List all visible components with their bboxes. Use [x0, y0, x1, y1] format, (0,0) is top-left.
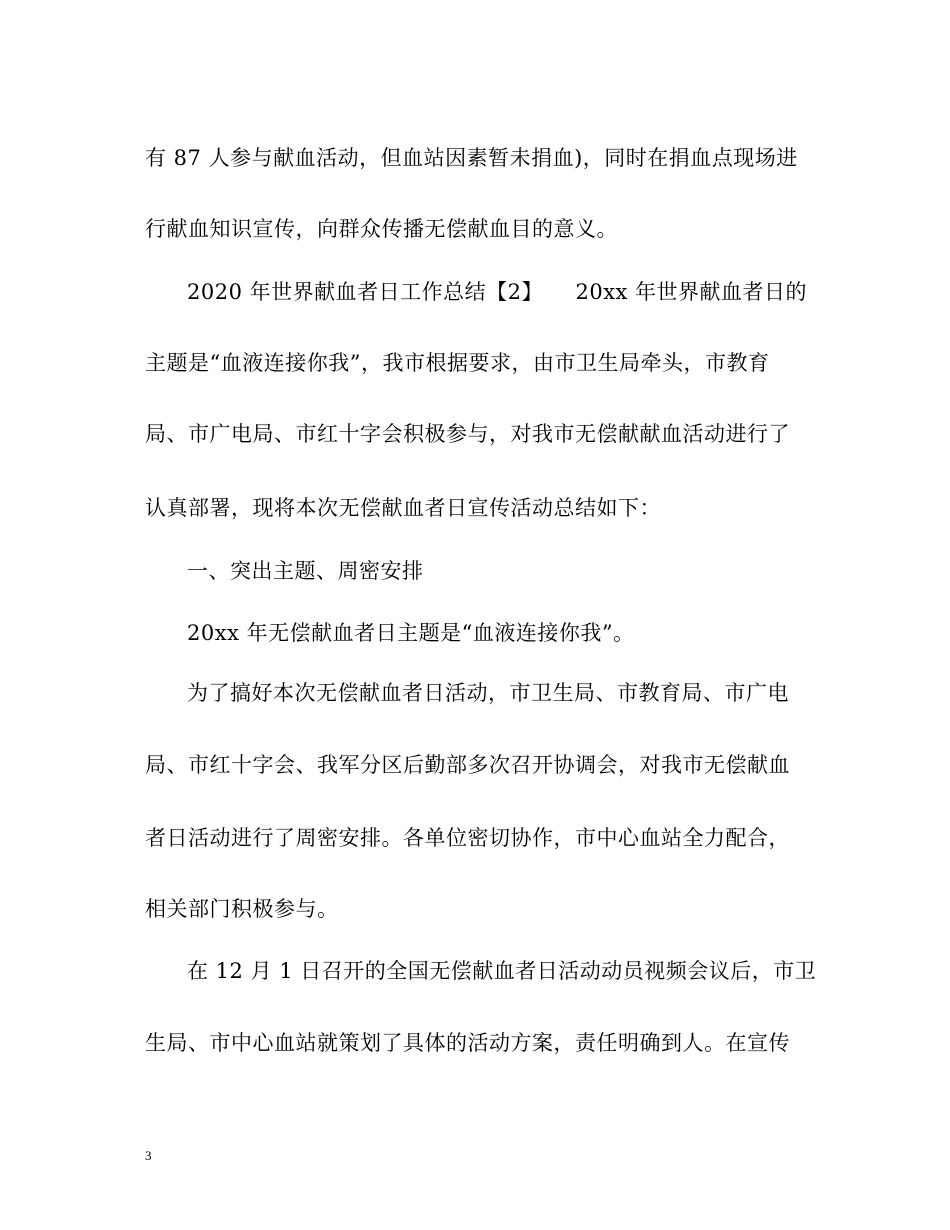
body-text-line: 为了搞好本次无偿献血者日活动，市卫生局、市教育局、市广电	[187, 681, 789, 705]
section-heading-line: 2020 年世界献血者日工作总结【2】 20xx 年世界献血者日的	[187, 280, 808, 304]
page-number: 3	[145, 1148, 152, 1163]
body-text-line: 20xx 年无偿献血者日主题是“血液连接你我”。	[187, 621, 635, 645]
body-text-line: 有 87 人参与献血活动，但血站因素暂未捐血)，同时在捐血点现场进	[145, 146, 798, 170]
subheading-line: 一、突出主题、周密安排	[187, 559, 424, 583]
body-text-line: 主题是“血液连接你我”，我市根据要求，由市卫生局牵头，市教育	[145, 351, 770, 375]
body-text-line: 局、市红十字会、我军分区后勤部多次召开协调会，对我市无偿献血	[145, 753, 790, 777]
body-text-line: 生局、市中心血站就策划了具体的活动方案，责任明确到人。在宣传	[145, 1031, 790, 1055]
body-text-line: 在 12 月 1 日召开的全国无偿献血者日活动动员视频会议后，市卫	[187, 959, 817, 983]
body-text-line: 局、市广电局、市红十字会积极参与，对我市无偿献献血活动进行了	[145, 422, 790, 446]
body-text-line: 者日活动进行了周密安排。各单位密切协作，市中心血站全力配合，	[145, 826, 790, 850]
body-text-line: 行献血知识宣传，向群众传播无偿献血目的意义。	[145, 217, 618, 241]
body-text-line: 相关部门积极参与。	[145, 897, 339, 921]
body-text-line: 认真部署，现将本次无偿献血者日宣传活动总结如下：	[145, 496, 661, 520]
